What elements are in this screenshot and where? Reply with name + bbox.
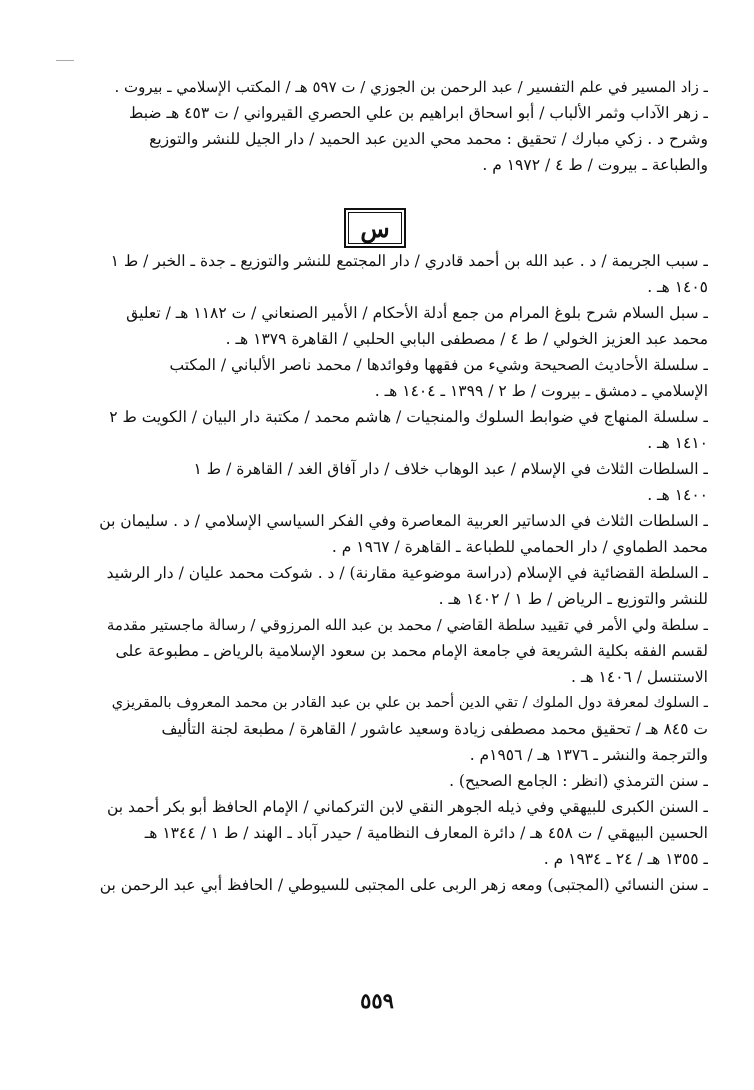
entry-line: ـ السنن الكبرى للبيهقي وفي ذيله الجوهر النقي لابن التركماني / الإمام الحافظ أبو بكر أحمد بن [106,798,708,816]
entry-line: ١٤١٠ هـ . [647,434,708,452]
entry-line: ـ سبب الجريمة / د . عبد الله بن أحمد قادري / دار المجتمع للنشر والتوزيع ـ جدة ـ الخبر / ط ١ [110,252,708,270]
entry-line: ـ السلطات الثلاث في الدساتير العربية المعاصرة وفي الفكر السياسي الإسلامي / د . سليمان بن [99,512,708,530]
corner-mark [56,60,74,61]
entry-line: ـ سبل السلام شرح بلوغ المرام من جمع أدلة الأحكام / الأمير الصنعاني / ت ١١٨٢ هـ / تعليق [126,304,708,322]
entry-line: للنشر والتوزيع ـ الرياض / ط ١ / ١٤٠٢ هـ . [438,590,708,608]
entry-line: والطباعة ـ بيروت / ط ٤ / ١٩٧٢ م . [482,156,708,174]
entry-line: لقسم الفقه بكلية الشريعة في جامعة الإمام محمد بن سعود الإسلامية بالرياض ـ مطبوعة على [115,642,708,660]
entry-line: ـ ١٣٥٥ هـ / ٢٤ ـ ١٩٣٤ م . [543,850,708,868]
section-letter: س [360,213,390,243]
entry-line: ١٤٠٥ هـ . [647,278,708,296]
entry-line: ـ سنن الترمذي (انظر : الجامع الصحيح) . [449,772,708,790]
entry-line: ـ سلطة ولي الأمر في تقييد سلطة القاضي / محمد بن عبد الله المرزوقي / رسالة ماجستير مقدمة [106,616,708,634]
entry-line: ت ٨٤٥ هـ / تحقيق محمد مصطفى زيادة وسعيد عاشور / القاهرة / مطبعة لجنة التأليف [161,720,708,738]
section-letter-box [344,208,406,248]
entry-line: ـ السلطات الثلاث في الإسلام / عبد الوهاب خلاف / دار آفاق الغد / القاهرة / ط ١ [193,460,708,478]
entry-line: ١٤٠٠ هـ . [647,486,708,504]
entry-line: الاستنسل / ١٤٠٦ هـ . [571,668,708,686]
entries-top [96,74,708,178]
entry-line: الإسلامي ـ دمشق ـ بيروت / ط ٢ / ١٣٩٩ ـ ١٤٠٤ هـ . [374,382,708,400]
entry-line: وشرح د . زكي مبارك / تحقيق : محمد محي الدين عبد الحميد / دار الجيل للنشر والتوزيع [149,130,708,148]
entry-line: ـ زاد المسير في علم التفسير / عبد الرحمن بن الجوزي / ت ٥٩٧ هـ / المكتب الإسلامي ـ بيروت . [114,78,708,96]
entry-line: ـ سلسلة المنهاج في ضوابط السلوك والمنجيات / هاشم محمد / مكتبة دار البيان / الكويت ط ٢ [109,408,708,426]
entry-line: محمد عبد العزيز الخولي / ط ٤ / مصطفى البابي الحلبي / القاهرة ١٣٧٩ هـ . [225,330,708,348]
entry-line: ـ زهر الآداب وثمر الألباب / أبو اسحاق ابراهيم بن علي الحصري القيرواني / ت ٤٥٣ هـ ضبط [129,104,708,122]
entry-line: ـ السلوك لمعرفة دول الملوك / تقي الدين أحمد بن علي بن عبد القادر بن محمد المعروف بالمقريزي [111,695,708,711]
entries-main [96,248,708,898]
entry-line: ـ السلطة القضائية في الإسلام (دراسة موضوعية مقارنة) / د . شوكت محمد عليان / دار الرشيد [106,564,708,582]
entry-line: والترجمة والنشر ـ ١٣٧٦ هـ / ١٩٥٦م . [469,746,708,764]
entry-line: ـ سلسلة الأحاديث الصحيحة وشيء من فقهها وفوائدها / محمد ناصر الألباني / المكتب [169,356,708,374]
entry-line: ـ سنن النسائي (المجتبى) ومعه زهر الربى على المجتبى للسيوطي / الحافظ أبي عبد الرحمن بن [99,876,708,894]
page-number: ٥٥٩ [360,988,394,1013]
entry-line: محمد الطماوي / دار الحمامي للطباعة ـ القاهرة / ١٩٦٧ م . [331,538,708,556]
entry-line: الحسين البيهقي / ت ٤٥٨ هـ / دائرة المعارف النظامية / حيدر آباد ـ الهند / ط ١ / ١٣٤٤ هـ [144,824,708,842]
